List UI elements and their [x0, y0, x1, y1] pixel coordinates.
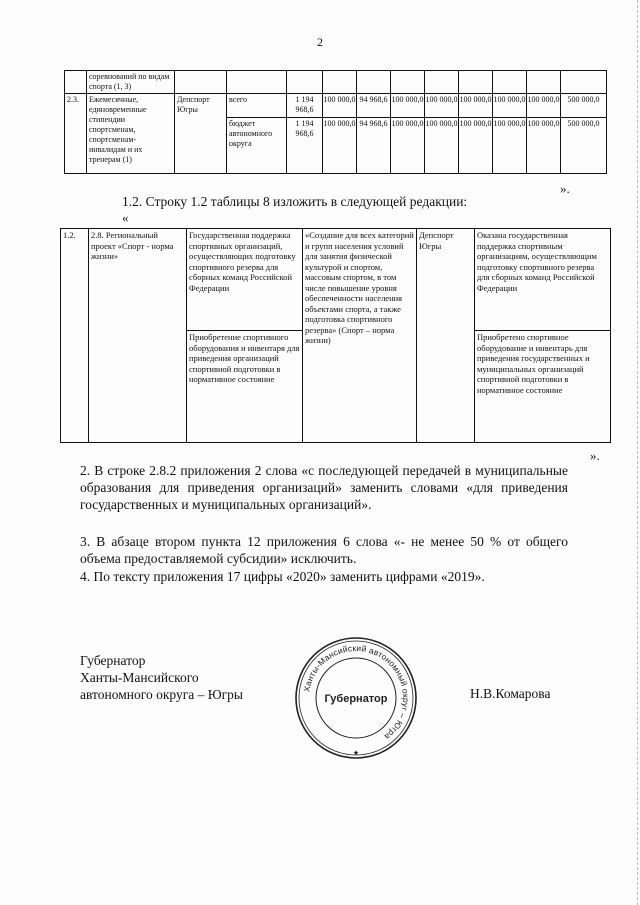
page-number: 2	[317, 35, 323, 49]
task-cell: Государственная поддержка спортивных организаций, осуществляющих подготовку спортивного резерва для сборных команд Российской Федерации	[187, 229, 303, 331]
table-row	[65, 71, 607, 94]
value-cell: 94 968,6	[357, 118, 391, 174]
value-cell: 100 000,0	[323, 94, 357, 118]
row-number: 1.2.	[61, 229, 89, 443]
value-cell: 1 194 968,6	[287, 118, 323, 174]
value-cell: 500 000,0	[561, 94, 607, 118]
closing-quote: ».	[560, 181, 570, 196]
amendment-paragraph: 4. По тексту приложения 17 цифры «2020» заменить цифрами «2019».	[80, 569, 485, 584]
value-cell: 100 000,0	[527, 118, 561, 174]
signatory-title	[80, 652, 243, 703]
source-label: всего	[227, 94, 287, 118]
closing-quote: ».	[590, 448, 600, 463]
project-name: 2.8. Региональный проект «Спорт - норма жизни»	[89, 229, 187, 443]
signatory-line: Ханты-Мансийского	[80, 670, 199, 685]
signatory-line: автономного округа – Югры	[80, 687, 243, 702]
value-cell: 100 000,0	[493, 118, 527, 174]
executor-cell: Депспорт Югры	[417, 229, 475, 443]
stamp-ring-text: Ханты-Мансийский автономный округ – Югра	[301, 642, 412, 743]
value-cell: 100 000,0	[425, 118, 459, 174]
source-label: бюджет автономного округа	[227, 118, 287, 174]
value-cell: 100 000,0	[391, 118, 425, 174]
official-stamp-icon	[292, 634, 420, 762]
value-cell: 100 000,0	[425, 94, 459, 118]
value-cell: 100 000,0	[323, 118, 357, 174]
row-name: Ежемесячные, единовременные стипендии спортсменам, спортсменам-инвалидам и их тренерам (1)	[87, 94, 175, 174]
amendment-paragraph: 2. В строке 2.8.2 приложения 2 слова «с последующей передачей в муниципальные образования для приведения организаций» заменить словами «для приведения государственных и муниципальных организаций».	[80, 463, 568, 512]
result-cell: Оказана государственная поддержка спортивным организациям, осуществляющим подготовку спортивного резерва для сборных команд Российской Федерации	[475, 229, 611, 331]
project-table	[60, 228, 611, 443]
value-cell: 500 000,0	[561, 118, 607, 174]
goal-cell: «Создание для всех категорий и групп населения условий для занятия физической культурой и спортом, массовым спортом, в том числе повышение уровня обеспеченности населения объектами спорта, а также подготовка спортивного резерва» (Спорт – норма жизни)	[303, 229, 417, 443]
table-cell: соревнований по видам спорта (1, 3)	[87, 71, 175, 94]
table-row	[65, 94, 607, 118]
table-row	[61, 229, 611, 331]
signature-name: Н.В.Комарова	[470, 686, 551, 701]
result-cell: Приобретено спортивное оборудование и инвентарь для приведения государственных и муниципальных организаций спортивной подготовки в нормативное состояние	[475, 331, 611, 443]
row-number: 2.3.	[65, 94, 87, 174]
value-cell: 1 194 968,6	[287, 94, 323, 118]
page-edge-divider	[636, 0, 638, 905]
opening-quote: «	[122, 210, 129, 225]
stamp-star-icon: ★	[352, 749, 360, 757]
signatory-line: Губернатор	[80, 653, 146, 668]
stamp-center-text: Губернатор	[324, 693, 388, 705]
value-cell: 100 000,0	[459, 118, 493, 174]
amendment-heading: 1.2. Строку 1.2 таблицы 8 изложить в следующей редакции:	[122, 194, 468, 209]
value-cell: 100 000,0	[527, 94, 561, 118]
value-cell: 100 000,0	[391, 94, 425, 118]
amendment-paragraph: 3. В абзаце втором пункта 12 приложения 6 слова «- не менее 50 % от общего объема предоставляемой субсидии» исключить.	[80, 534, 568, 566]
value-cell: 100 000,0	[459, 94, 493, 118]
task-cell: Приобретение спортивного оборудования и инвентаря для приведения организаций спортивной подготовки в нормативное состояние	[187, 331, 303, 443]
budget-table-fragment	[64, 70, 607, 174]
row-executor: Депспорт Югры	[175, 94, 227, 174]
value-cell: 94 968,6	[357, 94, 391, 118]
value-cell: 100 000,0	[493, 94, 527, 118]
